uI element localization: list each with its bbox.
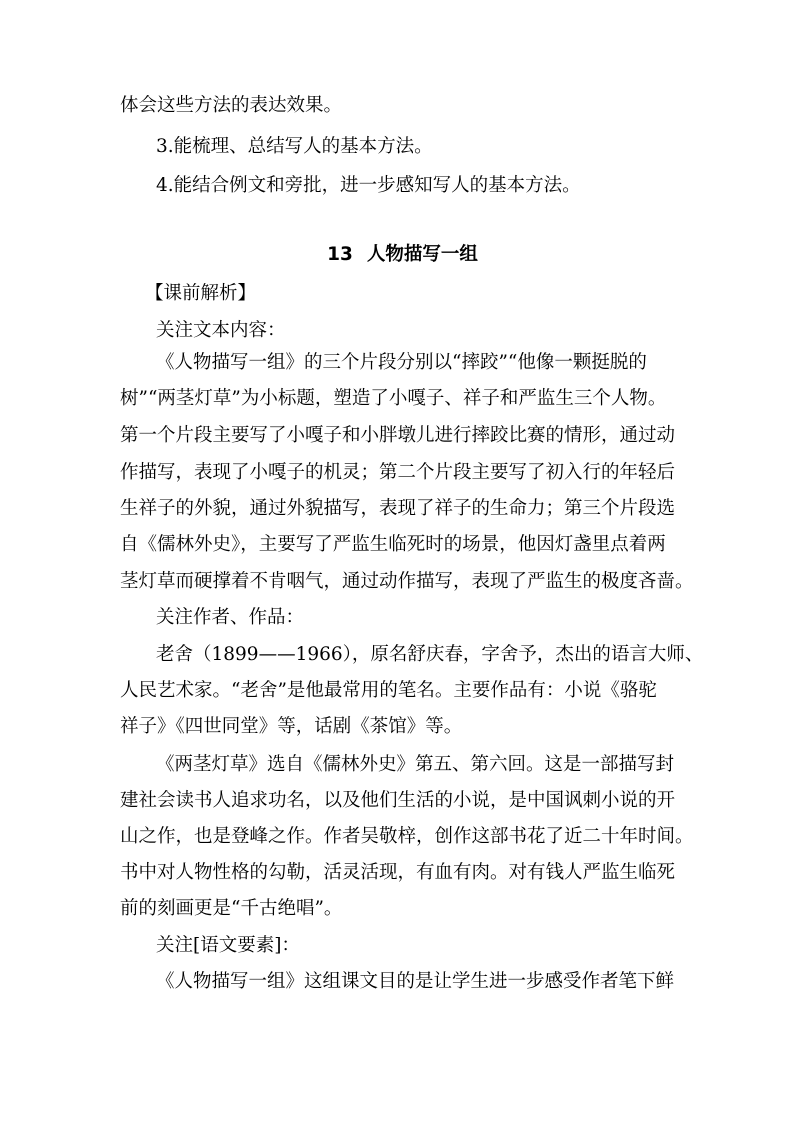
focus-element-label: 关注[语文要素]： xyxy=(156,935,300,956)
paragraph-1-line-5: 生祥子的外貌，通过外貌描写，表现了祥子的生命力；第三个片段选 xyxy=(120,498,676,519)
paragraph-2-line-1: 老舍（1899——1966），原名舒庆春，字舍予，杰出的语言大师、 xyxy=(156,644,704,665)
paragraph-3-line-1: 《两茎灯草》选自《儒林外史》第五、第六回。这是一部描写封 xyxy=(156,754,675,775)
paragraph-1-line-3: 第一个片段主要写了小嘎子和小胖墩儿进行摔跤比赛的情形，通过动 xyxy=(120,425,676,446)
paragraph-3-line-5: 前的刻画更是“千古绝唱”。 xyxy=(120,898,343,919)
paragraph-1-line-2: 树”“两茎灯草”为小标题，塑造了小嘎子、祥子和严监生三个人物。 xyxy=(120,388,667,409)
objective-4: 4.能结合例文和旁批，进一步感知写人的基本方法。 xyxy=(156,175,581,196)
section-heading: 【课前解析】 xyxy=(145,283,257,304)
focus-text-label: 关注文本内容： xyxy=(156,320,286,341)
lesson-number: 13 xyxy=(327,244,353,265)
paragraph-1-line-6: 自《儒林外史》，主要写了严监生临死时的场景，他因灯盏里点着两 xyxy=(120,534,666,555)
focus-author-label: 关注作者、作品： xyxy=(156,607,305,628)
lesson-title xyxy=(120,242,685,268)
paragraph-3-line-2: 建社会读书人追求功名，以及他们生活的小说，是中国讽刺小说的开 xyxy=(120,790,676,811)
paragraph-2-line-2: 人民艺术家。“老舍”是他最常用的笔名。主要作品有：小说《骆驼 xyxy=(120,680,657,701)
objective-3: 3.能梳理、总结写人的基本方法。 xyxy=(156,136,433,157)
paragraph-3-line-3: 山之作，也是登峰之作。作者吴敬梓，创作这部书花了近二十年时间。 xyxy=(120,826,694,847)
paragraph-1-line-7: 茎灯草而硬撑着不肯咽气，通过动作描写，表现了严监生的极度吝啬。 xyxy=(120,571,694,592)
paragraph-4-line-1: 《人物描写一组》这组课文目的是让学生进一步感受作者笔下鲜 xyxy=(156,971,675,992)
paragraph-1-line-1: 《人物描写一组》的三个片段分别以“摔跤”“他像一颗挺脱的 xyxy=(156,352,647,373)
text-line-1: 体会这些方法的表达效果。 xyxy=(120,95,343,116)
paragraph-1-line-4: 作描写，表现了小嘎子的机灵；第二个片段主要写了初入行的年轻后 xyxy=(120,462,676,483)
paragraph-3-line-4: 书中对人物性格的勾勒，活灵活现，有血有肉。对有钱人严监生临死 xyxy=(120,862,676,883)
paragraph-2-line-3: 祥子》《四世同堂》等，话剧《茶馆》等。 xyxy=(120,716,463,737)
lesson-title-text: 人物描写一组 xyxy=(366,244,478,265)
